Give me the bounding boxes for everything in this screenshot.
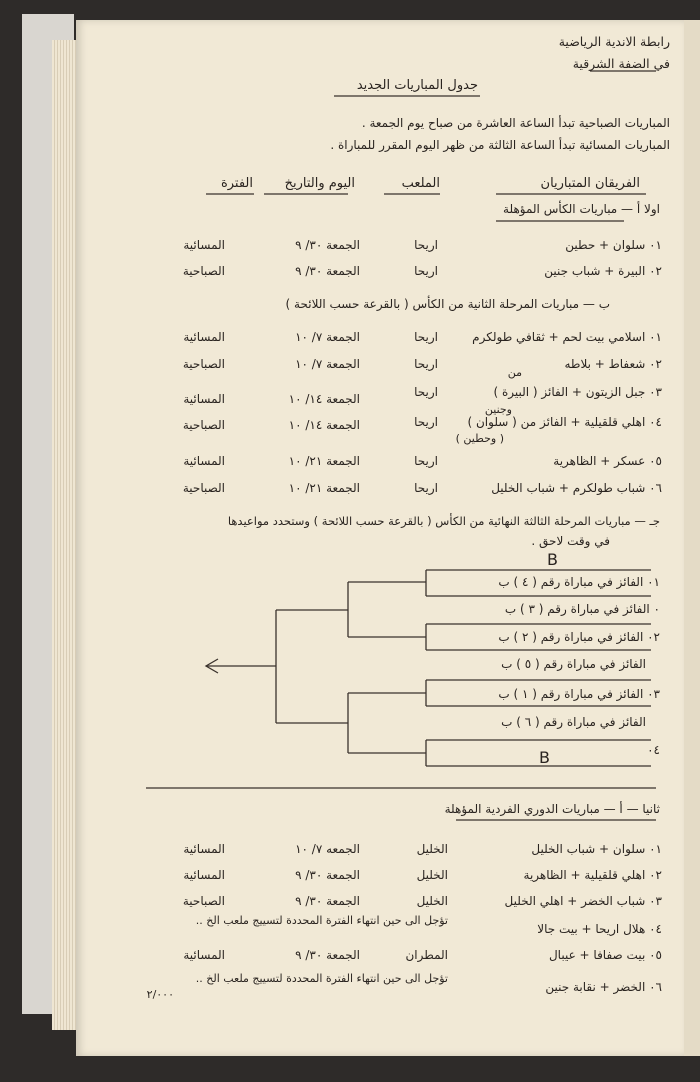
b-row-2-date: الجمعة ٧/ ١٠ — [295, 357, 360, 371]
b-row-5-date: الجمعة ٢١/ ١٠ — [288, 454, 360, 468]
bracket-entry-4: الفائز في مباراة رقم ( ٥ ) ب — [501, 657, 646, 671]
s2-row-3-date: الجمعة ٣٠/ ٩ — [295, 894, 360, 908]
s2-row-5-period: المسائية — [183, 948, 225, 962]
b-row-3-date: الجمعة ١٤/ ١٠ — [288, 392, 360, 406]
org-line-1: رابطة الاندية الرياضية — [558, 34, 670, 49]
s2-row-5-venue: المطران — [405, 948, 448, 962]
col-date: اليوم والتاريخ — [284, 176, 355, 191]
annotation-hateen: ( وحطين ) — [455, 432, 504, 445]
b-row-5-period: المسائية — [183, 454, 225, 468]
a-row-2-period: الصباحية — [182, 264, 225, 278]
a-row-1-period: المسائية — [183, 238, 225, 252]
intro-line-1: المباريات الصباحية تبدأ الساعة العاشرة من صباح يوم الجمعة . — [361, 116, 670, 130]
b-row-2-period: الصباحية — [182, 357, 225, 371]
b-row-4-date: الجمعة ١٤/ ١٠ — [288, 418, 360, 432]
s2-row-1-teams: ٠١ سلوان + شباب الخليل — [531, 842, 662, 856]
s2-row-4-note: تؤجل الى حين انتهاء الفترة المحددة لتسييج ملعب الخ .. — [195, 914, 448, 927]
section-a-title: اولا أ — مباريات الكأس المؤهلة — [503, 202, 660, 216]
col-period: الفترة — [220, 176, 253, 191]
s2-row-4-teams: ٠٤ هلال اريحا + بيت جالا — [537, 922, 662, 936]
s2-row-3-period: الصباحية — [182, 894, 225, 908]
b-row-2-teams: ٠٢ شعفاط + بلاطه — [564, 357, 662, 371]
s2-row-3-teams: ٠٣ شباب الخضر + اهلي الخليل — [504, 894, 662, 908]
annotation-jenin: وجنين — [484, 403, 512, 416]
right-page-edge — [684, 20, 700, 1056]
annotation-min: من — [507, 366, 522, 379]
b-row-4-teams: ٠٤ اهلي قلقيلية + الفائز من ( سلوان ) — [467, 415, 662, 429]
section-c-line-2: في وقت لاحق . — [531, 534, 610, 548]
b-row-6-date: الجمعة ٢١/ ١٠ — [288, 481, 360, 495]
s2-row-6-note: تؤجل الى حين انتهاء الفترة المحددة لتسييج ملعب الخ .. — [195, 972, 448, 985]
a-row-2-date: الجمعة ٣٠/ ٩ — [295, 264, 360, 278]
b-row-1-date: الجمعة ٧/ ١٠ — [295, 330, 360, 344]
b-row-4-period: الصباحية — [182, 418, 225, 432]
bracket-entry-2: ٠ الفائز في مباراة رقم ( ٣ ) ب — [504, 602, 660, 616]
section-c-line-1: جـ — مباريات المرحلة الثالثة النهائية من الكأس ( بالقرعة حسب اللائحة ) وستحدد مواعيدها — [227, 514, 660, 528]
col-venue: الملعب — [401, 176, 440, 191]
b-row-5-teams: ٠٥ عسكر + الظاهرية — [553, 454, 662, 468]
org-line-2: في الضفة الشرقية — [572, 56, 670, 71]
a-row-2-teams: ٠٢ البيرة + شباب جنين — [544, 264, 662, 278]
bracket-entry-5: ٠٣ الفائز في مباراة رقم ( ١ ) ب — [498, 687, 660, 701]
a-row-2-venue: اريحا — [414, 264, 438, 278]
b-row-1-period: المسائية — [183, 330, 225, 344]
b-row-6-teams: ٠٦ شباب طولكرم + شباب الخليل — [491, 481, 662, 495]
s2-row-3-venue: الخليل — [416, 894, 448, 908]
s2-row-5-date: الجمعة ٣٠/ ٩ — [295, 948, 360, 962]
col-teams: الفريقان المتباريان — [540, 176, 640, 191]
doc-title: جدول المباريات الجديد — [356, 78, 478, 93]
a-row-1-teams: ٠١ سلوان + حطين — [565, 238, 662, 252]
a-row-1-venue: اريحا — [414, 238, 438, 252]
b-row-3-period: المسائية — [183, 392, 225, 406]
s2-row-5-teams: ٠٥ بيت صفافا + عيبال — [548, 948, 662, 962]
b-row-2-venue: اريحا — [414, 357, 438, 371]
b-row-3-venue: اريحا — [414, 385, 438, 399]
b-row-4-venue: اريحا — [414, 415, 438, 429]
intro-line-2: المباريات المسائية تبدأ الساعة الثالثة من ظهر اليوم المقرر للمباراة . — [330, 138, 670, 152]
s2-row-2-teams: ٠٢ اهلي قلقيلية + الظاهرية — [523, 868, 662, 882]
b-row-1-venue: اريحا — [414, 330, 438, 344]
s2-row-1-date: الجمعه ٧/ ١٠ — [295, 842, 360, 856]
bracket-mark-bottom: B — [539, 748, 550, 767]
bracket-entry-7: ٠٤ — [647, 743, 660, 757]
b-row-3-teams: ٠٣ جبل الزيتون + الفائز ( البيرة ) — [493, 385, 662, 399]
b-row-1-teams: ٠١ اسلامي بيت لحم + ثقافي طولكرم — [472, 330, 662, 344]
bracket-entry-1: ٠١ الفائز في مباراة رقم ( ٤ ) ب — [498, 575, 660, 589]
b-row-6-period: الصباحية — [182, 481, 225, 495]
b-row-5-venue: اريحا — [414, 454, 438, 468]
section-2-title: ثانيا — أ — مباريات الدوري الفردية المؤهلة — [444, 802, 660, 816]
bracket-entry-6: الفائز في مباراة رقم ( ٦ ) ب — [501, 715, 646, 729]
page-number: ٢/٠٠٠ — [146, 988, 174, 1001]
s2-row-2-venue: الخليل — [416, 868, 448, 882]
s2-row-6-teams: ٠٦ الخضر + نقابة جنين — [545, 980, 662, 994]
bracket-mark-top: B — [547, 550, 558, 569]
s2-row-1-period: المسائية — [183, 842, 225, 856]
s2-row-2-date: الجمعة ٣٠/ ٩ — [295, 868, 360, 882]
a-row-1-date: الجمعة ٣٠/ ٩ — [295, 238, 360, 252]
s2-row-2-period: المسائية — [183, 868, 225, 882]
s2-row-1-venue: الخليل — [416, 842, 448, 856]
section-b-title: ب — مباريات المرحلة الثانية من الكأس ( بالقرعة حسب اللائحة ) — [285, 297, 610, 311]
b-row-6-venue: اريحا — [414, 481, 438, 495]
bracket-entry-3: ٠٢ الفائز في مباراة رقم ( ٢ ) ب — [498, 630, 660, 644]
